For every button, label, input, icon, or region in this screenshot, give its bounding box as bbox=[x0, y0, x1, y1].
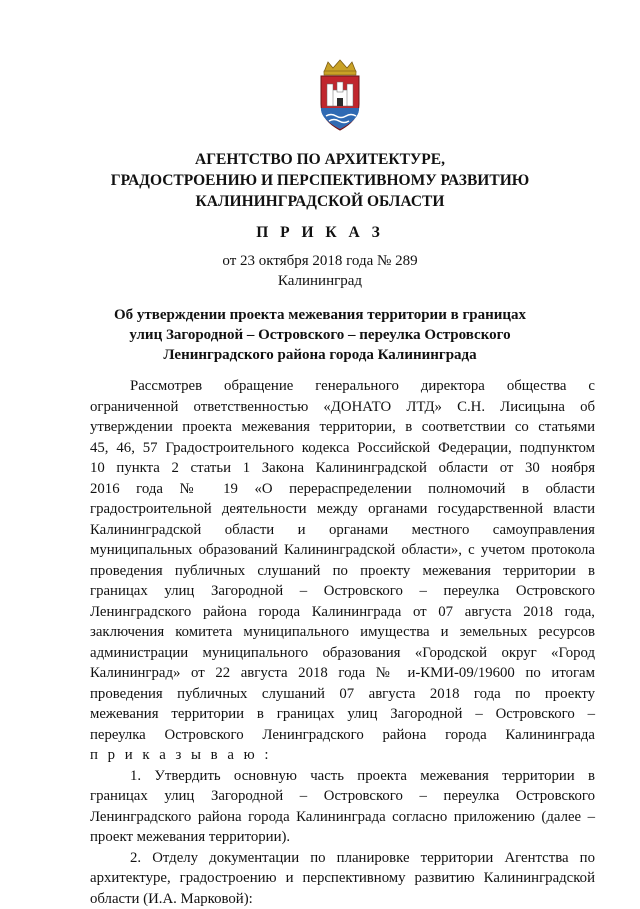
text-line: администрации муниципального образования «Городской округ «Город bbox=[90, 643, 595, 664]
text-line: утверждении проекта межевания территории, в соответствии со статьями bbox=[90, 417, 595, 438]
text-line: Калининградской области и органами местного самоуправления bbox=[90, 520, 595, 541]
text-line: заключения комитета муниципального имущества и земельных ресурсов bbox=[90, 622, 595, 643]
document-type: П Р И К А З bbox=[0, 224, 640, 242]
subject-line: улиц Загородной – Островского – переулка Островского bbox=[60, 325, 580, 345]
text-line: проект межевания территории). bbox=[90, 827, 595, 848]
text-line: 45, 46, 57 Градостроительного кодекса Российской Федерации, подпунктом bbox=[90, 438, 595, 459]
text-line: ограниченной ответственностью «ДОНАТО ЛТД» С.Н. Лисицына об bbox=[90, 397, 595, 418]
text-line: Ленинградского района города Калининграда согласно приложению (далее – bbox=[90, 807, 595, 828]
date-number-line: от 23 октября 2018 года № 289 bbox=[0, 251, 640, 271]
city-line: Калининград bbox=[0, 271, 640, 291]
text-line: архитектуре, градостроению и перспективному развитию Калининградской bbox=[90, 868, 595, 889]
text-line: границах улиц Загородной – Островского – переулка Островского bbox=[90, 786, 595, 807]
text-line: проведения публичных слушаний 07 августа 2018 года по проекту bbox=[90, 684, 595, 705]
subject-line: Ленинградского района города Калининграда bbox=[60, 345, 580, 365]
text-line: области (И.А. Марковой): bbox=[90, 889, 595, 909]
text-line: Ленинградского района города Калининграда от 07 августа 2018 года, bbox=[90, 602, 595, 623]
text-line: Рассмотрев обращение генерального директора общества с bbox=[90, 376, 595, 397]
kaliningrad-coat-of-arms-icon bbox=[318, 58, 362, 132]
text-line: 2. Отделу документации по планировке территории Агентства по bbox=[90, 848, 595, 869]
order-word: п р и к а з ы в а ю : bbox=[90, 745, 595, 766]
document-subject bbox=[60, 305, 580, 365]
text-line: 10 пункта 2 статьи 1 Закона Калининградской области от 30 ноября bbox=[90, 458, 595, 479]
document-body bbox=[90, 376, 595, 909]
text-line: 1. Утвердить основную часть проекта межевания территории в bbox=[90, 766, 595, 787]
subject-line: Об утверждении проекта межевания территории в границах bbox=[60, 305, 580, 325]
text-line: проведения публичных слушаний по проекту межевания территории в bbox=[90, 561, 595, 582]
text-line: границах улиц Загородной – Островского – переулка Островского bbox=[90, 581, 595, 602]
preamble-paragraph bbox=[90, 376, 595, 766]
agency-title-line: ГРАДОСТРОЕНИЮ И ПЕРСПЕКТИВНОМУ РАЗВИТИЮ bbox=[60, 170, 580, 191]
item-2-paragraph bbox=[90, 848, 595, 909]
text-line: межевания территории в границах улиц Загородной – Островского – bbox=[90, 704, 595, 725]
text-line: Калининград» от 22 августа 2018 года № и-КМИ-09/19600 по итогам bbox=[90, 663, 595, 684]
agency-title bbox=[60, 149, 580, 212]
agency-title-line: КАЛИНИНГРАДСКОЙ ОБЛАСТИ bbox=[60, 191, 580, 212]
text-line: переулка Островского Ленинградского района города Калининграда bbox=[90, 725, 595, 746]
text-line: 2016 года № 19 «О перераспределении полномочий в области bbox=[90, 479, 595, 500]
item-1-paragraph bbox=[90, 766, 595, 848]
text-line: муниципальных образований Калининградской области», с учетом протокола bbox=[90, 540, 595, 561]
text-line: градостроительной деятельности между органами государственной власти bbox=[90, 499, 595, 520]
agency-title-line: АГЕНТСТВО ПО АРХИТЕКТУРЕ, bbox=[60, 149, 580, 170]
date-and-number bbox=[0, 251, 640, 291]
